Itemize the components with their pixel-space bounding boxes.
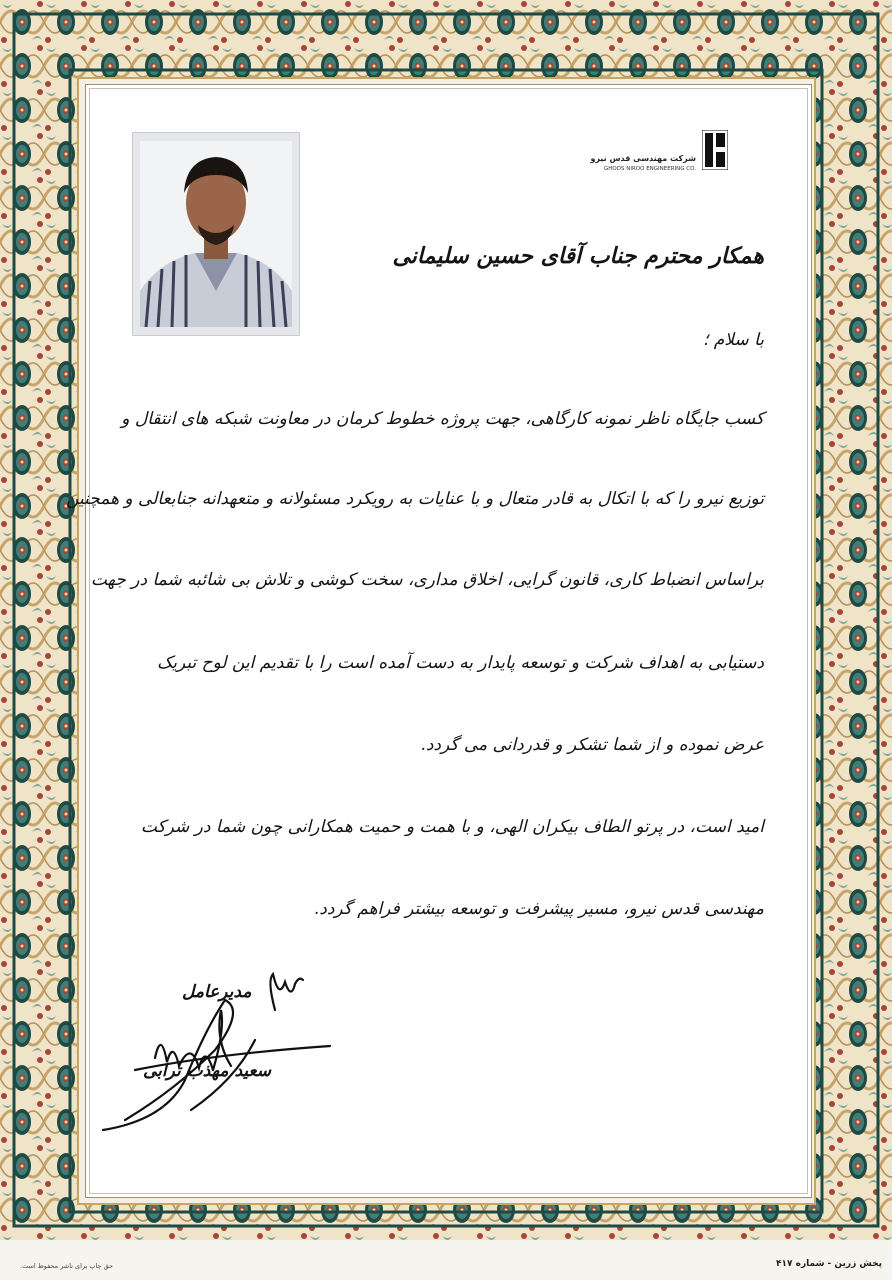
letter-title: همکار محترم جناب آقای حسین سلیمانی — [392, 243, 764, 269]
letter-line: کسب جایگاه ناظر نمونه کارگاهی، جهت پروژه خطوط کرمان در معاونت شبکه های انتقال و — [121, 409, 764, 429]
letter-line: عرض نموده و از شما تشکر و قدردانی می گردد. — [420, 735, 764, 755]
portrait-photo-frame — [132, 132, 300, 336]
company-name-en: GHODS NIROO ENGINEERING CO. — [604, 166, 696, 172]
copyright-note: حق چاپ برای ناشر محفوظ است. — [20, 1262, 114, 1270]
letter-line: مهندسی قدس نیرو، مسیر پیشرفت و توسعه بیشتر فراهم گردد. — [313, 899, 764, 919]
letter-line: توزیع نیرو را که با اتکال به قادر متعال و با عنایات به رویکرد مسئولانه و متعهدانه جنابعالی و همچنین — [66, 489, 764, 509]
company-name-fa: شرکت مهندسی قدس نیرو — [590, 154, 696, 163]
company-logo — [590, 130, 728, 180]
signer-name: سعید مهذب ترابی — [143, 1061, 271, 1081]
portrait-photo — [140, 141, 292, 327]
letter-line: دستیابی به اهداف شرکت و توسعه پایدار به دست آمده است را با تقدیم این لوح تبریک — [157, 653, 764, 673]
company-logo-mark — [702, 130, 728, 170]
publication-note: پخش زرین - شماره ۴۱۷ — [776, 1259, 882, 1269]
letter-greeting: با سلام ؛ — [702, 330, 764, 350]
letter-line: براساس انضباط کاری، قانون گرایی، اخلاق مداری، سخت کوشی و تلاش بی شائبه شما در جهت — [90, 570, 764, 590]
signer-role: مدیرعامل — [182, 982, 252, 1002]
letter-line: امید است، در پرتو الطاف بیکران الهی، و با همت و حمیت همکارانی چون شما در شرکت — [140, 817, 764, 837]
